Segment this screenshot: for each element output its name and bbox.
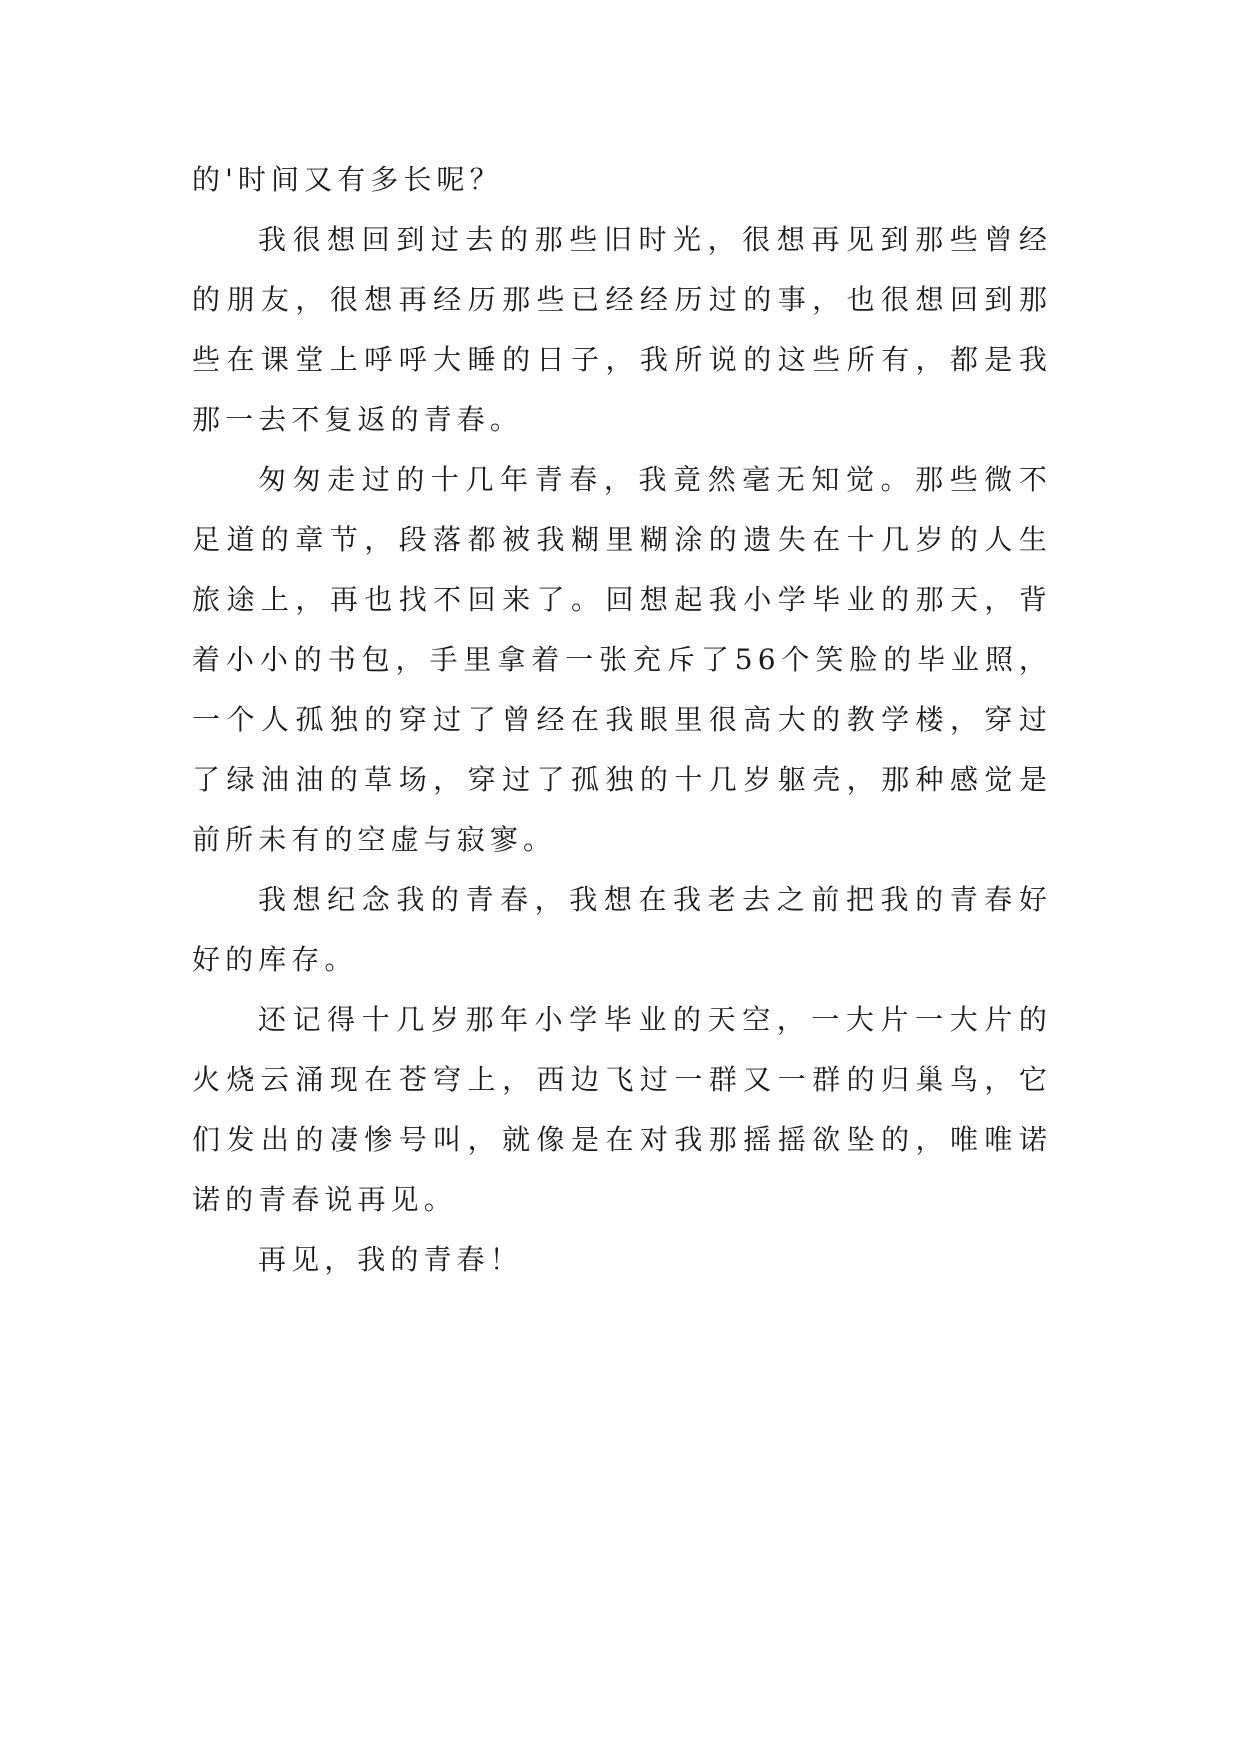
paragraph-continuation: 的'时间又有多长呢？	[192, 163, 503, 196]
paragraph-sky: 还记得十几岁那年小学毕业的天空，一大片一大片的火烧云涌现在苍穹上，西边飞过一群又一群的归巢鸟，它们发出的凄惨号叫，就像是在对我那摇摇欲坠的，唯唯诺诺的青春说再见。	[192, 1003, 1052, 1216]
paragraph-farewell: 再见，我的青春！	[258, 1243, 523, 1276]
paragraph-old-times: 我很想回到过去的那些旧时光，很想再见到那些曾经的朋友，很想再经历那些已经经历过的事，也很想回到那些在课堂上呼呼大睡的日子，我所说的这些所有，都是我那一去不复返的青春。	[192, 223, 1052, 436]
document-body	[192, 150, 1052, 1290]
paragraph-graduation-memory: 匆匆走过的十几年青春，我竟然毫无知觉。那些微不足道的章节，段落都被我糊里糊涂的遗失在十几岁的人生旅途上，再也找不回来了。回想起我小学毕业的那天，背着小小的书包，手里拿着一张充斥了56个笑脸的毕业照，一个人孤独的穿过了曾经在我眼里很高大的教学楼，穿过了绿油油的草场，穿过了孤独的十几岁躯壳，那种感觉是前所未有的空虚与寂寥。	[192, 463, 1052, 856]
paragraph-commemorate: 我想纪念我的青春，我想在我老去之前把我的青春好好的库存。	[192, 883, 1052, 976]
